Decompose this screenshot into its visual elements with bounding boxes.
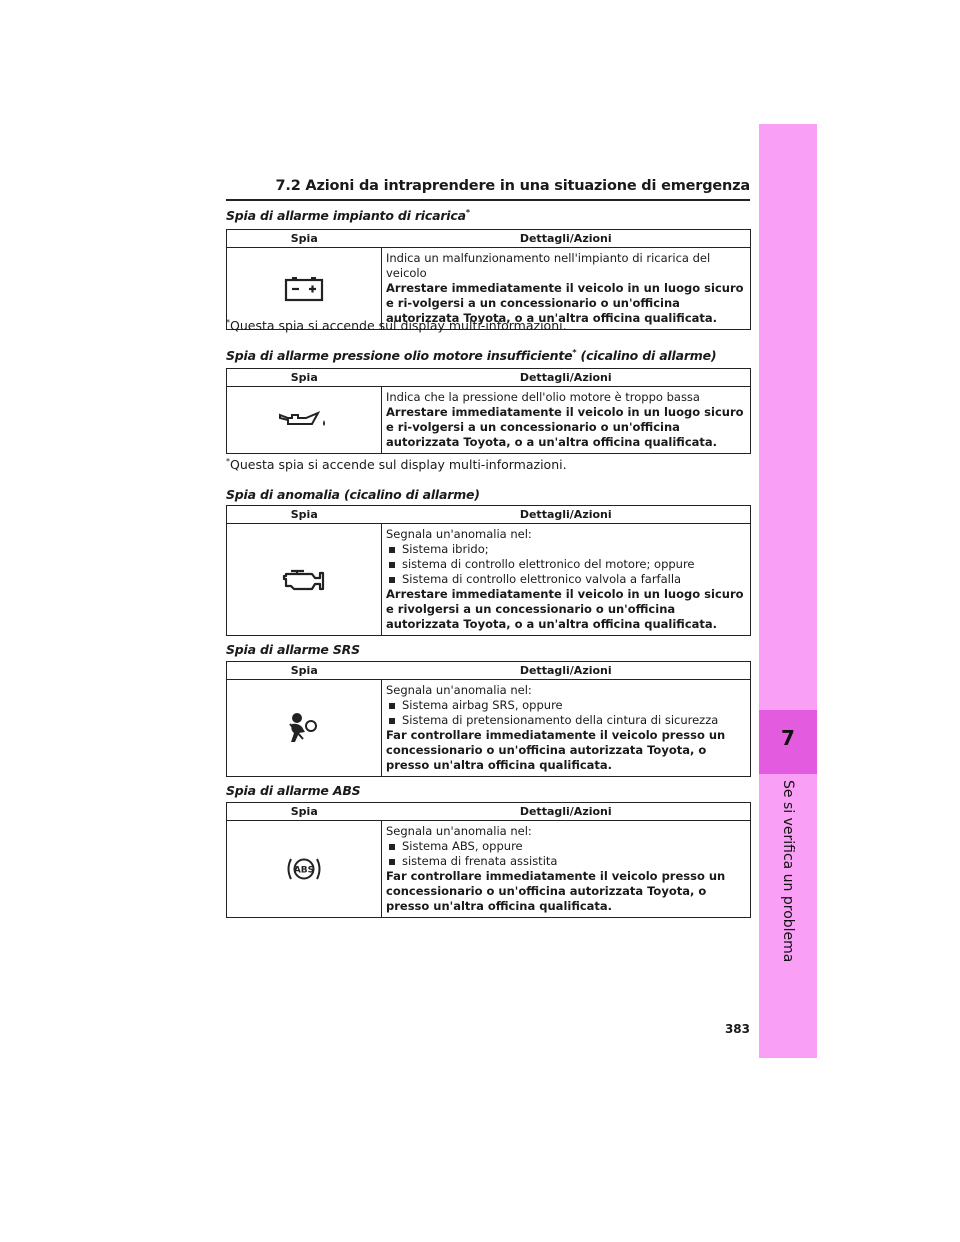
- page-header: 7.2 Azioni da intraprendere in una situazione di emergenza: [275, 178, 750, 194]
- bullet-item: Sistema di controllo elettronico valvola a farfalla: [386, 572, 746, 587]
- detail-cell: [382, 387, 751, 454]
- col-header-spia: Spia: [227, 662, 382, 680]
- bullet-item: Sistema airbag SRS, oppure: [386, 698, 746, 713]
- bullet-item: sistema di frenata assistita: [386, 854, 746, 869]
- section-title-abs: Spia di allarme ABS: [226, 783, 361, 798]
- bullet-item: Sistema ibrido;: [386, 542, 746, 557]
- action-text: Arrestare immediatamente il veicolo in un luogo sicuro e ri-volgersi a un concessionario o un'officina autorizzata Toyota, o a un'altra officina qualificata.: [386, 281, 744, 325]
- battery-icon: [284, 281, 324, 295]
- airbag-icon: [287, 721, 321, 735]
- icon-cell: [227, 821, 382, 918]
- detail-text: Indica un malfunzionamento nell'impianto di ricarica del veicolo: [386, 251, 711, 280]
- detail-cell: [382, 821, 751, 918]
- table-header-row: [227, 506, 751, 524]
- table-abs: [226, 802, 751, 918]
- table-header-row: [227, 662, 751, 680]
- table-row: [227, 387, 751, 454]
- footnote: *Questa spia si accende sul display multi-informazioni.: [226, 318, 567, 334]
- section-title-srs: Spia di allarme SRS: [226, 642, 360, 657]
- detail-text: Segnala un'anomalia nel:: [386, 824, 532, 838]
- section-title-oil-pressure: Spia di allarme pressione olio motore insufficiente* (cicalino di allarme): [226, 348, 717, 364]
- table-charging: [226, 229, 751, 330]
- table-srs: [226, 661, 751, 777]
- col-header-spia: Spia: [227, 369, 382, 387]
- icon-cell: [227, 524, 382, 636]
- detail-text: Indica che la pressione dell'olio motore è troppo bassa: [386, 390, 700, 404]
- table-malfunction: [226, 505, 751, 636]
- action-text: Arrestare immediatamente il veicolo in un luogo sicuro e ri-volgersi a un concessionario o un'officina autorizzata Toyota, o a un'altra officina qualificata.: [386, 405, 744, 449]
- oil-can-icon: [278, 413, 330, 427]
- col-header-spia: Spia: [227, 230, 382, 248]
- table-header-row: [227, 230, 751, 248]
- abs-icon: [284, 862, 324, 876]
- bullet-item: Sistema ABS, oppure: [386, 839, 746, 854]
- page-number: 383: [724, 1022, 750, 1036]
- section-title-malfunction: Spia di anomalia (cicalino di allarme): [226, 487, 480, 502]
- col-header-spia: Spia: [227, 506, 382, 524]
- abs-icon-text: ABS: [293, 865, 315, 876]
- action-text: Far controllare immediatamente il veicolo presso un concessionario o un'officina autorizzata Toyota, o presso un'altra officina qualificata.: [386, 869, 726, 913]
- icon-cell: [227, 387, 382, 454]
- chapter-label: Se si verifica un problema: [780, 780, 796, 963]
- bullet-item: sistema di controllo elettronico del motore; oppure: [386, 557, 746, 572]
- detail-text: Segnala un'anomalia nel:: [386, 683, 532, 697]
- col-header-spia: Spia: [227, 803, 382, 821]
- col-header-detail: Dettagli/Azioni: [382, 662, 751, 680]
- table-header-row: [227, 369, 751, 387]
- footnote: *Questa spia si accende sul display multi-informazioni.: [226, 457, 567, 473]
- col-header-detail: Dettagli/Azioni: [382, 803, 751, 821]
- table-oil-pressure: [226, 368, 751, 454]
- chapter-number: 7: [781, 726, 795, 750]
- chapter-label-container: [759, 780, 817, 980]
- col-header-detail: Dettagli/Azioni: [382, 230, 751, 248]
- table-row: [227, 821, 751, 918]
- detail-cell: [382, 524, 751, 636]
- table-header-row: [227, 803, 751, 821]
- table-row: [227, 524, 751, 636]
- action-text: Far controllare immediatamente il veicolo presso un concessionario o un'officina autorizzata Toyota, o presso un'altra officina qualificata.: [386, 728, 726, 772]
- col-header-detail: Dettagli/Azioni: [382, 506, 751, 524]
- col-header-detail: Dettagli/Azioni: [382, 369, 751, 387]
- detail-text: Segnala un'anomalia nel:: [386, 527, 532, 541]
- header-rule: [226, 199, 750, 201]
- engine-icon: [282, 572, 326, 586]
- bullet-item: Sistema di pretensionamento della cintura di sicurezza: [386, 713, 746, 728]
- icon-cell: [227, 680, 382, 777]
- detail-cell: [382, 680, 751, 777]
- action-text: Arrestare immediatamente il veicolo in un luogo sicuro e rivolgersi a un concessionario o un'officina autorizzata Toyota, o a un'altra officina qualificata.: [386, 587, 744, 631]
- table-row: [227, 680, 751, 777]
- section-title-charging: Spia di allarme impianto di ricarica*: [226, 208, 470, 224]
